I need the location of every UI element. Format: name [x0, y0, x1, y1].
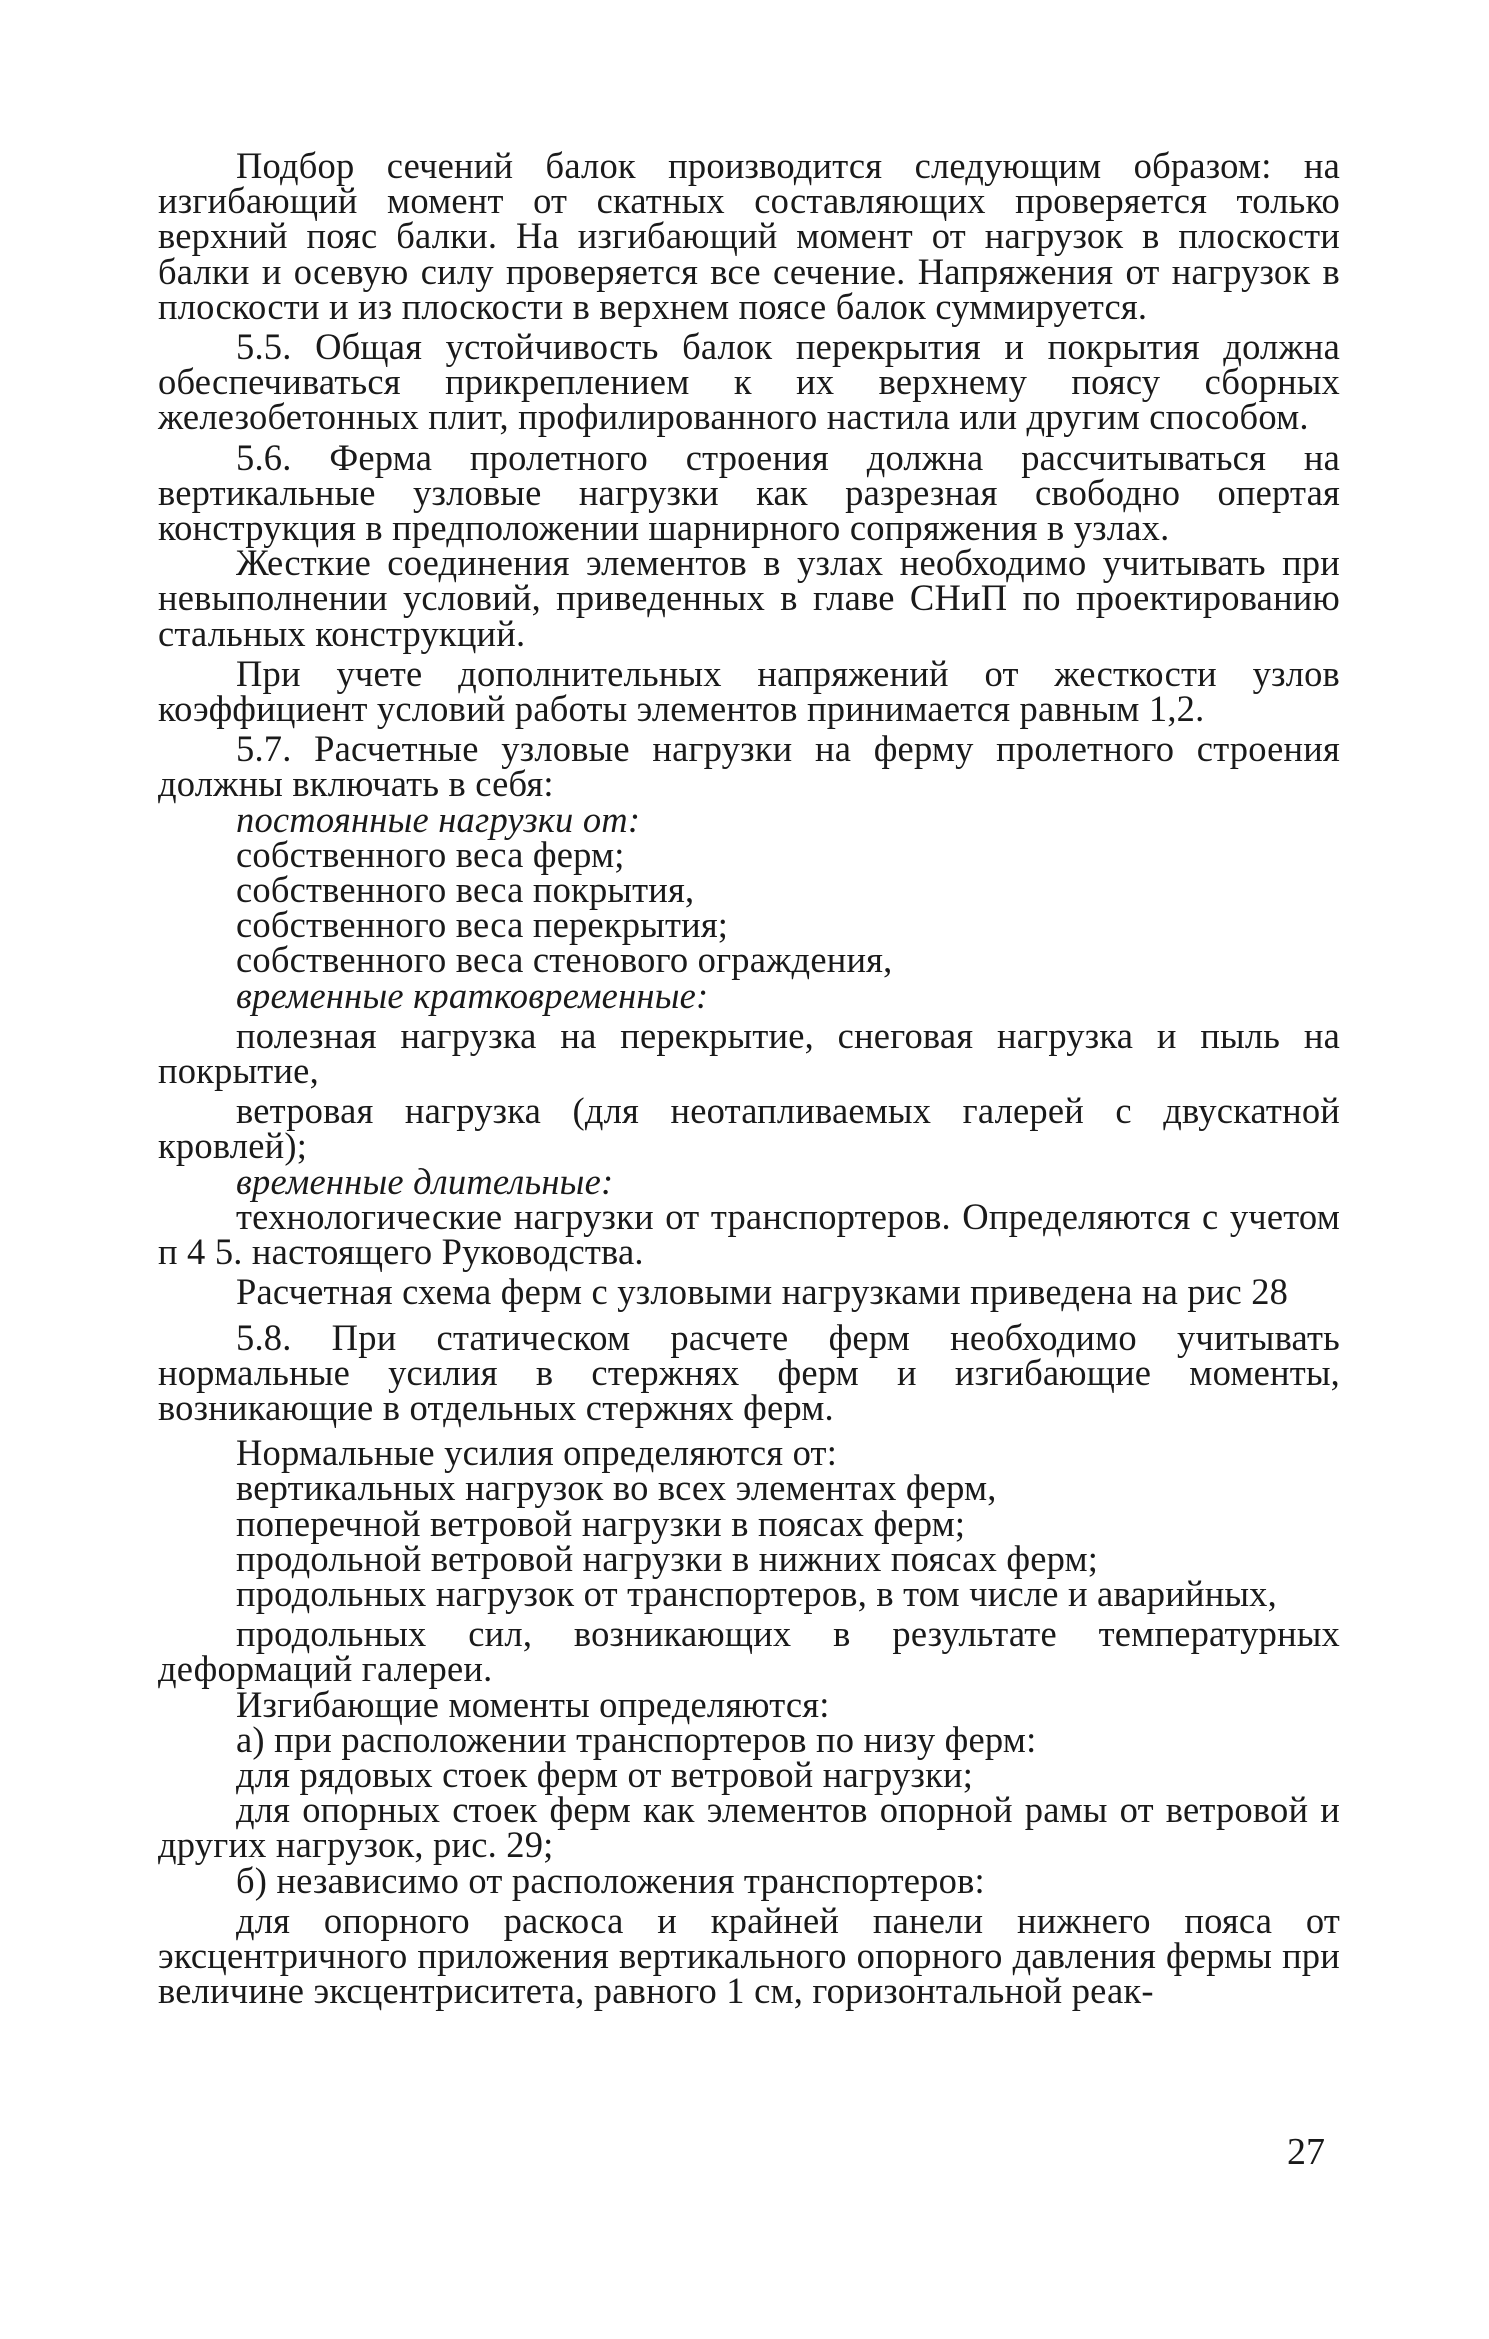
paragraph-5-8: 5.8. При статическом расчете ферм необходимо учитывать нормальные усилия в стержнях ферм и изгибающие моменты, возникающие в отдельных стержнях ферм.: [158, 1316, 1340, 1428]
paragraph-scheme-reference: Расчетная схема ферм с узловыми нагрузками приведена на рис 28: [236, 1271, 1289, 1313]
list-item: собственного веса покрытия,: [236, 869, 695, 911]
subheading-normal-forces: Нормальные усилия определяются от:: [236, 1432, 838, 1474]
paragraph-5-6: 5.6. Ферма пролетного строения должна рассчитываться на вертикальные узловые нагрузки как разрезная свободно опертая конструкция в предположении шарнирного сопряжения в узлах.: [158, 436, 1340, 549]
page-number: 27: [1287, 2131, 1325, 2173]
list-item: собственного веса ферм;: [236, 833, 625, 875]
paragraph-5-7: 5.7. Расчетные узловые нагрузки на ферму пролетного строения должны включать в себя:: [158, 728, 1340, 805]
list-item: вертикальных нагрузок во всех элементах ферм,: [236, 1467, 997, 1509]
paragraph-beam-sections: Подбор сечений балок производится следующим образом: на изгибающий момент от скатных составляющих проверяется только верхний пояс балки. На изгибающий момент от нагрузок в плоскости балки и осевую силу проверяется все сечение. Напряжения от нагрузок в плоскости и из плоскости в верхнем поясе балок суммируется.: [158, 145, 1340, 327]
list-item: продольной ветровой нагрузки в нижних поясах ферм;: [236, 1537, 1099, 1579]
list-item: поперечной ветровой нагрузки в поясах ферм;: [236, 1502, 966, 1544]
list-item: ветровая нагрузка (для неотапливаемых галерей с двускатной кровлей);: [158, 1090, 1340, 1167]
list-item: б) независимо от расположения транспортеров:: [236, 1859, 985, 1901]
list-item: для опорного раскоса и крайней панели нижнего пояса от эксцентричного приложения вертикального опорного давления фермы при величине эксцентриситета, равного 1 см, горизонтальной реак-: [158, 1899, 1340, 2012]
list-item: продольных нагрузок от транспортеров, в том числе и аварийных,: [236, 1572, 1277, 1614]
paragraph-additional-stresses: При учете дополнительных напряжений от жесткости узлов коэффициент условий работы элементов принимается равным 1,2.: [158, 652, 1340, 730]
list-item: продольных сил, возникающих в результате температурных деформаций галереи.: [158, 1613, 1340, 1690]
list-item: собственного веса стенового ограждения,: [236, 939, 893, 981]
subheading-bending-moments: Изгибающие моменты определяются:: [236, 1683, 830, 1725]
list-item: собственного веса перекрытия;: [236, 904, 729, 946]
subheading-permanent-loads: постоянные нагрузки от:: [236, 798, 641, 840]
subheading-long-term-loads: временные длительные:: [236, 1160, 614, 1202]
document-body: [158, 145, 1340, 2012]
subheading-short-term-loads: временные кратковременные:: [236, 974, 709, 1016]
list-item: для опорных стоек ферм как элементов опорной рамы от ветровой и других нагрузок, рис. 29;: [158, 1789, 1340, 1866]
list-item: полезная нагрузка на перекрытие, снеговая нагрузка и пыль на покрытие,: [158, 1014, 1340, 1092]
list-item: технологические нагрузки от транспортеров. Определяются с учетом п 4 5. настоящего Руководства.: [158, 1195, 1340, 1273]
list-item: для рядовых стоек ферм от ветровой нагрузки;: [236, 1753, 974, 1795]
list-item: а) при расположении транспортеров по низу ферм:: [236, 1718, 1037, 1760]
paragraph-rigid-joints: Жесткие соединения элементов в узлах необходимо учитывать при невыполнении условий, приведенных в главе СНиП по проектированию стальных конструкций.: [158, 542, 1340, 654]
paragraph-5-5: 5.5. Общая устойчивость балок перекрытия и покрытия должна обеспечиваться прикреплением к их верхнему поясу сборных железобетонных плит, профилированного настила или другим способом.: [158, 326, 1340, 438]
